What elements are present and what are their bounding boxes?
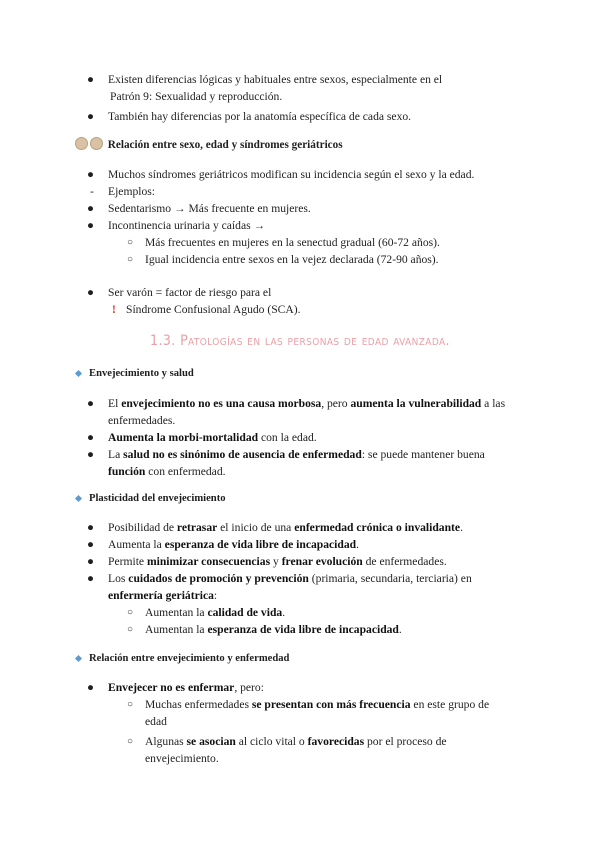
- text-span: Incontinencia urinaria y caídas →: [108, 219, 266, 232]
- text-span: al ciclo vital o: [235, 735, 308, 748]
- bullet-icon: ●: [87, 448, 95, 461]
- bold-text: esperanza de vida libre de incapacidad: [207, 623, 399, 636]
- text-span: Los: [108, 572, 129, 585]
- text-span: : se puede mantener buena: [361, 448, 485, 461]
- list-item: [0, 429, 600, 446]
- section-heading: [75, 137, 343, 154]
- bold-text: cuidados de promoción y prevención: [128, 572, 309, 585]
- bold-text: enfermedad crónica o invalidante: [294, 521, 461, 534]
- bold-text: salud no es sinónimo de ausencia de enfermedad: [123, 448, 362, 461]
- text-span: Sedentarismo → Más frecuente en mujeres.: [108, 202, 311, 215]
- list-item: [0, 446, 600, 480]
- list-item: [0, 395, 600, 429]
- circle-bullet-icon: ○: [127, 237, 134, 248]
- text-span: enfermedades.: [108, 414, 176, 427]
- aging-disease-list: [0, 679, 600, 767]
- text-span: Síndrome Confusional Agudo (SCA).: [126, 303, 301, 316]
- diamond-bullet-icon: [75, 495, 82, 502]
- subsection-heading: Plasticidad del envejecimiento: [89, 493, 226, 504]
- list-item: [0, 71, 600, 105]
- circle-bullet-icon: ○: [127, 607, 134, 618]
- sex-age-list: [0, 166, 600, 268]
- circle-bullet-icon: ○: [127, 624, 134, 635]
- list-item: [0, 200, 600, 217]
- text-span: Aumentan la: [145, 623, 208, 636]
- bold-text: enfermería geriátrica: [108, 589, 214, 602]
- text-span: edad: [145, 715, 167, 728]
- text-span: Aumentan la: [145, 606, 208, 619]
- bullet-icon: ●: [87, 397, 95, 410]
- text-span: :: [213, 589, 218, 602]
- bold-text: envejecimiento no es una causa morbosa: [121, 397, 322, 410]
- text-span: el inicio de una: [217, 521, 295, 534]
- bold-text: frenar evolución: [281, 555, 363, 568]
- text-span: de enfermedades.: [362, 555, 447, 568]
- bullet-icon: ●: [87, 219, 95, 232]
- bold-text: minimizar consecuencias: [146, 555, 271, 568]
- text-span: La: [108, 448, 124, 461]
- list-item: [0, 679, 600, 696]
- bullet-icon: ●: [87, 73, 95, 86]
- list-item: [0, 519, 600, 536]
- risk-list: [0, 284, 600, 318]
- exclamation-icon: !: [112, 303, 116, 316]
- text-span: .: [460, 521, 463, 534]
- bullet-icon: ●: [87, 538, 95, 551]
- text-span: envejecimiento.: [145, 752, 219, 765]
- text-span: Muchas enfermedades: [145, 698, 252, 711]
- text-span: por el proceso de: [364, 735, 447, 748]
- sub-list-item: [0, 234, 600, 251]
- text-span: Aumenta la: [108, 538, 165, 551]
- text-span: en este grupo de: [410, 698, 490, 711]
- text-span: .: [398, 623, 402, 636]
- list-item: [0, 536, 600, 553]
- text-span: Patrón 9: Sexualidad y reproducción.: [110, 90, 283, 103]
- sub-list-item: [0, 604, 600, 621]
- bullet-icon: ●: [87, 431, 95, 444]
- diamond-bullet-icon: [75, 655, 82, 662]
- diamond-bullet-icon: [75, 370, 82, 377]
- bold-text: esperanza de vida libre de incapacidad: [164, 538, 357, 551]
- circle-bullet-icon: ○: [127, 254, 134, 265]
- sub-list-item: [0, 696, 600, 730]
- circle-bullet-icon: ○: [127, 699, 134, 710]
- text-span: , pero: [321, 397, 351, 410]
- bold-text: se asocian: [186, 735, 236, 748]
- subsection-heading: Relación entre envejecimiento y enfermedad: [89, 653, 290, 664]
- text-span: y: [270, 555, 282, 568]
- bold-text: aumenta la vulnerabilidad: [350, 397, 482, 410]
- text-span: Existen diferencias lógicas y habituales entre sexos, especialmente en el: [108, 73, 443, 86]
- text-span: Algunas: [145, 735, 187, 748]
- bullet-icon: ●: [87, 555, 95, 568]
- bullet-icon: ●: [87, 521, 95, 534]
- text-span: .: [282, 606, 286, 619]
- bold-text: función: [108, 465, 146, 478]
- intro-list: [0, 71, 600, 125]
- text-span: Igual incidencia entre sexos en la vejez declarada (72-90 años).: [145, 253, 439, 266]
- text-span: Muchos síndromes geriátricos modifican su incidencia según el sexo y la edad.: [108, 168, 475, 181]
- text-span: , pero:: [234, 681, 264, 694]
- section-title: 1.3. Patologías en las personas de edad avanzada.: [150, 333, 450, 349]
- plasticity-list: [0, 519, 600, 638]
- elderly-man-icon: [90, 137, 103, 150]
- text-span: Permite: [108, 555, 147, 568]
- sub-list-item: [0, 621, 600, 638]
- bullet-icon: ●: [87, 110, 95, 123]
- text-span: Relación entre sexo, edad y síndromes geriátricos: [107, 139, 343, 151]
- text-span: .: [356, 538, 359, 551]
- bullet-icon: ●: [87, 572, 95, 585]
- aging-health-list: [0, 395, 600, 480]
- bold-text: calidad de vida: [207, 606, 283, 619]
- bold-text: retrasar: [176, 521, 218, 534]
- bullet-icon: ●: [87, 168, 95, 181]
- elderly-woman-icon: [75, 137, 88, 150]
- text-span: con la edad.: [258, 431, 317, 444]
- list-item: [0, 108, 600, 125]
- bold-text: favorecidas: [307, 735, 365, 748]
- list-item: [0, 217, 600, 234]
- text-span: Ejemplos:: [108, 185, 156, 198]
- text-span: También hay diferencias por la anatomía específica de cada sexo.: [108, 110, 412, 123]
- sub-list-item: [0, 251, 600, 268]
- subsection-heading: Envejecimiento y salud: [89, 368, 194, 379]
- text-span: con enfermedad.: [145, 465, 226, 478]
- list-item: [0, 284, 600, 318]
- text-span: Más frecuentes en mujeres en la senectud gradual (60-72 años).: [145, 236, 440, 249]
- text-span: Ser varón = factor de riesgo para el: [108, 286, 272, 299]
- text-span: El: [108, 397, 122, 410]
- bold-text: Aumenta la morbi-mortalidad: [108, 431, 259, 444]
- text-span: (primaria, secundaria, terciaria) en: [308, 572, 472, 585]
- bold-text: se presentan con más frecuencia: [251, 698, 411, 711]
- text-span: a las: [481, 397, 506, 410]
- bullet-icon: ●: [87, 681, 95, 694]
- bullet-icon: ●: [87, 286, 95, 299]
- circle-bullet-icon: ○: [127, 736, 134, 747]
- bold-text: Envejecer no es enfermar: [108, 681, 235, 694]
- bullet-icon: ●: [87, 202, 95, 215]
- list-item: [0, 553, 600, 570]
- list-item: [0, 166, 600, 183]
- list-item: - Ejemplos:: [90, 185, 156, 198]
- sub-list-item: [0, 733, 600, 767]
- list-item: [0, 570, 600, 604]
- text-span: Posibilidad de: [108, 521, 177, 534]
